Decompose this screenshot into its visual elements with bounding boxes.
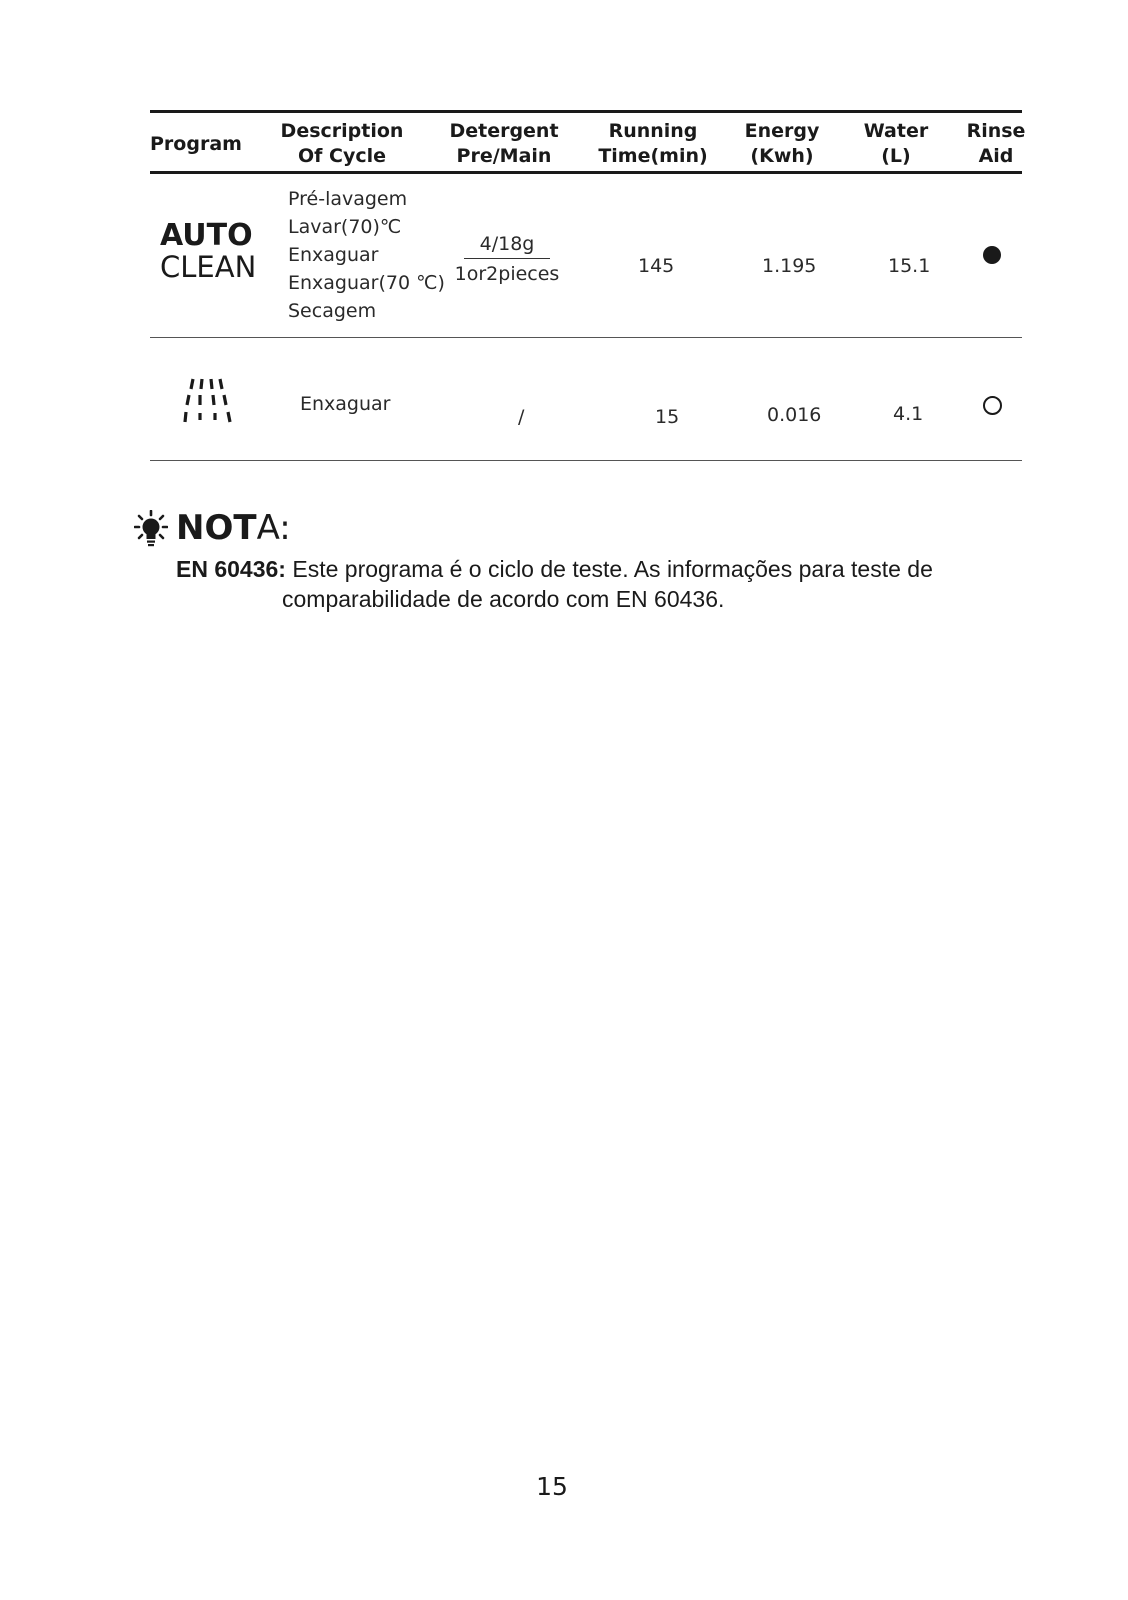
cycle-step: Secagem: [288, 300, 377, 322]
table-bottom-rule: [150, 460, 1022, 461]
cycle-step: Enxaguar: [288, 244, 379, 266]
auto-clean-logo: [160, 220, 260, 282]
header-description: [272, 116, 412, 172]
filled-circle-icon: [983, 246, 1001, 264]
nota-title: [176, 506, 291, 550]
header-running-time: [594, 116, 712, 172]
detergent-amount: 4/18g: [464, 230, 550, 259]
header-water-line2: (L): [881, 145, 911, 167]
lightbulb-icon: [134, 510, 168, 548]
table-top-rule: [150, 110, 1022, 113]
row2-energy: 0.016: [767, 404, 822, 426]
header-detergent-line2: Pre/Main: [456, 145, 552, 167]
page-number: 15: [536, 1472, 568, 1501]
cycle-step: Pré-lavagem: [288, 188, 408, 210]
header-program: [150, 116, 242, 172]
nota-title-rest: A:: [256, 508, 291, 548]
cycle-step: Enxaguar(70 ℃): [288, 272, 445, 294]
row1-detergent: [452, 230, 562, 289]
header-running-line1: Running: [608, 120, 698, 142]
header-rinse-line1: Rinse: [966, 120, 1026, 142]
header-running-line2: Time(min): [598, 145, 708, 167]
header-rinse-line2: Aid: [978, 145, 1014, 167]
header-description-line2: Of Cycle: [297, 145, 387, 167]
nota-text-line1: [176, 554, 933, 584]
header-detergent-line1: Detergent: [449, 120, 559, 142]
nota-title-bold: NOT: [176, 508, 257, 548]
row2-water: 4.1: [893, 403, 924, 425]
row2-running-time: 15: [655, 406, 680, 428]
header-rinse-aid: [962, 116, 1030, 172]
row1-running-time: 145: [638, 255, 675, 277]
header-program-label: Program: [150, 132, 242, 155]
rinse-spray-icon: [182, 374, 234, 426]
header-water-line1: Water: [863, 120, 929, 142]
row2-description: Enxaguar: [300, 393, 391, 415]
header-energy-line1: Energy: [744, 120, 820, 142]
row1-energy: 1.195: [762, 255, 817, 277]
header-detergent: [440, 116, 568, 172]
header-description-line1: Description: [280, 120, 404, 142]
detergent-pieces: 1or2pieces: [454, 263, 560, 285]
nota-text-part1: Este programa é o ciclo de teste. As informações para teste de: [285, 556, 933, 582]
auto-clean-logo-line1: AUTO: [160, 218, 253, 253]
header-energy: [736, 116, 828, 172]
header-energy-line2: (Kwh): [750, 145, 814, 167]
row1-water: 15.1: [888, 255, 931, 277]
empty-circle-icon: [983, 396, 1002, 415]
row1-description: [288, 185, 445, 325]
cycle-step: Lavar(70)℃: [288, 216, 402, 238]
nota-standard-label: EN 60436:: [176, 556, 286, 582]
header-water: [856, 116, 936, 172]
nota-text-line2: comparabilidade de acordo com EN 60436.: [282, 586, 725, 612]
table-row-divider: [150, 337, 1022, 338]
auto-clean-logo-line2: CLEAN: [160, 250, 257, 284]
row2-detergent: /: [518, 406, 525, 428]
